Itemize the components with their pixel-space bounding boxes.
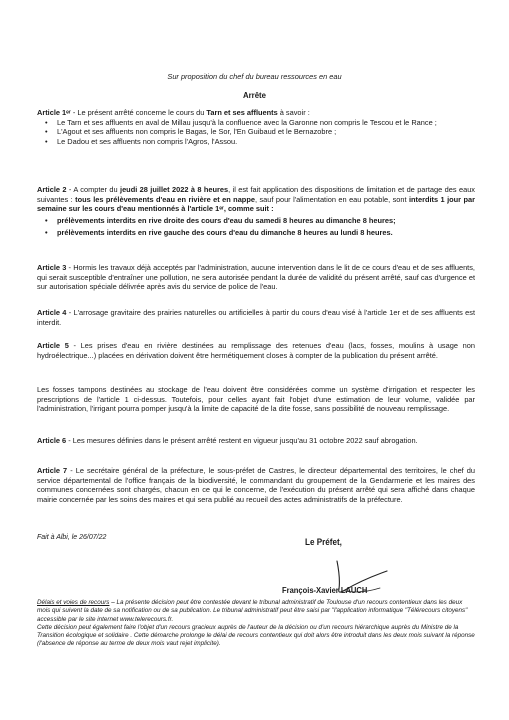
list-item: • prélèvements interdits en rive droite des cours d'eau du samedi 8 heures au dimanche 8 heures;	[45, 215, 396, 225]
fosses-paragraph: Les fosses tampons destinées au stockage de l'eau doivent être considérées comme un système d'irrigation et respecter les prescriptions de l'article 1 ci-dessus. Toutefois, pour celles ayant fait l'objet d'une estimation de leur volume, validée par l'administration, l'irrigant pourra pomper jusqu'à la limite de capacité de la dite fosse, sans possibilité de nouveau remplissage.	[37, 385, 475, 414]
list-item: • prélèvements interdits en rive gauche des cours d'eau du dimanche 8 heures au lundi 8 heures.	[45, 227, 393, 237]
article-2-list	[37, 216, 475, 237]
intro-line: Sur proposition du chef du bureau ressources en eau	[167, 72, 342, 81]
article-3-text: Article 3 - Hormis les travaux déjà acceptés par l'administration, aucune intervention dans le lit de ce cours d'eau et de ses affluents, qui serait susceptible d'entraîner une pollution, ne sera autorisée pendant la durée de validité du présent arrêté, sauf cas d'urgence et sur autorisation spéciale délivrée après avis du service de police de l'eau.	[37, 263, 475, 292]
article-1-list	[37, 118, 475, 147]
legal-text-2: Cette décision peut également faire l'objet d'un recours gracieux auprès de l'auteur de la décision ou d'un recours hiérarchique auprès du Ministre de la Transition écologique et solidaire . Cette démarche prolonge le délai de recours contentieux qui doit alors être introduit dans les deux mois suivant la réponse (l'absence de réponse au terme de deux mois vaut rejet implicite).	[37, 623, 475, 648]
article-2-text: Article 2 - A compter du jeudi 28 juillet 2022 à 8 heures, il est fait application des dispositions de limitation et de partage des eaux suivantes : tous les prélèvements d'eau en rivière et en nappe, sauf pour l'alimentation en eau potable, sont interdits 1 jour par semaine sur les cours d'eau mentionnés à l'article 1ᵉʳ, comme suit :	[37, 185, 475, 214]
article-4-text: Article 4 - L'arrosage gravitaire des prairies naturelles ou artificielles à partir du cours d'eau visé à l'article 1er et de ses affluents est interdit.	[37, 308, 475, 327]
article-6-text: Article 6 - Les mesures définies dans le présent arrêté restent en vigueur jusqu'au 31 octobre 2022 sauf abrogation.	[37, 436, 418, 445]
article-5	[37, 341, 475, 360]
legal-notice	[37, 599, 477, 649]
article-2	[37, 185, 475, 239]
list-item: • Le Tarn et ses affluents en aval de Millau jusqu'à la confluence avec la Garonne non compris le Tescou et le Rance ;	[45, 117, 437, 127]
arrete-heading: Arrête	[243, 91, 266, 100]
legal-text: Délais et voies de recours – La présente décision peut être contestée devant le tribunal administratif de Toulouse d'un recours contentieux dans les deux mois qui suivent la date de sa notification ou de sa publication. Le tribunal administratif peut être saisi par "l'application informatique "Télérecours citoyens" accessible par le site internet www.telerecours.fr.	[37, 599, 468, 623]
place-date: Fait à Albi, le 26/07/22	[37, 534, 107, 541]
article-6	[37, 436, 475, 446]
list-item: • L'Agout et ses affluents non compris le Bagas, le Sor, l'En Guibaud et le Bernazobre ;	[45, 127, 337, 137]
article-1	[37, 108, 475, 147]
article-1-text: Article 1ᵉʳ - Le présent arrêté concerne le cours du Tarn et ses affluents à savoir :	[37, 108, 310, 117]
list-item: • Le Dadou et ses affluents non compris l'Agros, l'Assou.	[45, 136, 238, 146]
signatory-title: Le Préfet,	[305, 537, 342, 547]
article-7	[37, 466, 475, 505]
article-3	[37, 263, 475, 292]
article-5-text: Article 5 - Les prises d'eau en rivière destinées au remplissage des retenues d'eau (lacs, fosses, moulins à usage non hydroélectrique...) placées en dérivation doivent être hermétiquement closes à compter de la publication du présent arrêté.	[37, 341, 475, 360]
article-7-text: Article 7 - Le secrétaire général de la préfecture, le sous-préfet de Castres, le directeur départemental des territoires, le chef du service départemental de l'office français de la biodiversité, le commandant du groupement de la Gendarmerie et les maires des communes concernées sont chargés, chacun en ce qui le concerne, de l'exécution du présent arrêté qui sera affiché dans chaque mairie concernée par les soins des maires et qui sera publié au recueil des actes administratifs de la préfecture.	[37, 466, 475, 504]
article-4	[37, 308, 475, 327]
signatory-name: François-Xavier LAUCH	[282, 585, 368, 595]
